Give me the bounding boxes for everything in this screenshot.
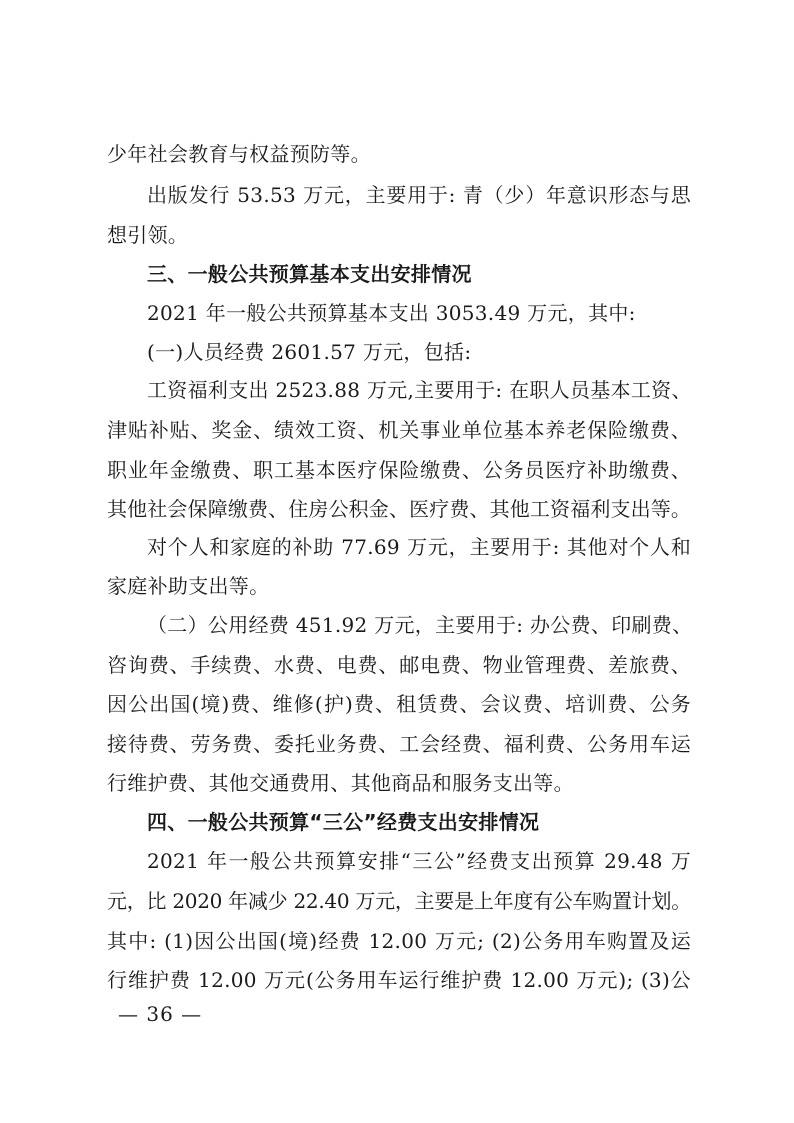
paragraph-line: 咨询费、手续费、水费、电费、邮电费、物业管理费、差旅费、 <box>107 653 691 677</box>
section-heading: 三、一般公共预算基本支出安排情况 <box>147 262 472 286</box>
paragraph-line: 津贴补贴、奖金、绩效工资、机关事业单位基本养老保险缴费、 <box>107 418 691 442</box>
paragraph-line: 行维护费 12.00 万元(公务用车运行维护费 12.00 万元); (3)公 <box>107 968 691 992</box>
paragraph-line: 出版发行 53.53 万元，主要用于: 青（少）年意识形态与思 <box>147 183 691 207</box>
page-number: — 36 — <box>118 1002 203 1026</box>
paragraph-line: 2021 年一般公共预算基本支出 3053.49 万元，其中: <box>147 301 636 325</box>
paragraph-line: (一)人员经费 2601.57 万元，包括: <box>147 340 472 364</box>
paragraph-line: 工资福利支出 2523.88 万元,主要用于: 在职人员基本工资、 <box>147 378 692 402</box>
paragraph-line: 少年社会教育与权益预防等。 <box>107 142 371 166</box>
paragraph-line: 元，比 2020 年减少 22.40 万元，主要是上年度有公车购置计划。 <box>107 889 691 913</box>
paragraph-line: 其中: (1)因公出国(境)经费 12.00 万元; (2)公务用车购置及运 <box>107 929 691 953</box>
paragraph-line: 2021 年一般公共预算安排“三公”经费支出预算 29.48 万 <box>147 849 691 873</box>
paragraph-line: 其他社会保障缴费、住房公积金、医疗费、其他工资福利支出等。 <box>107 497 691 521</box>
paragraph-line: （二）公用经费 451.92 万元，主要用于: 办公费、印刷费、 <box>147 613 693 637</box>
paragraph-line: 家庭补助支出等。 <box>107 574 270 598</box>
paragraph-line: 想引领。 <box>107 223 189 247</box>
paragraph-line: 行维护费、其他交通费用、其他商品和服务支出等。 <box>107 771 574 795</box>
paragraph-line: 对个人和家庭的补助 77.69 万元，主要用于: 其他对个人和 <box>147 535 691 559</box>
section-heading: 四、一般公共预算“三公”经费支出安排情况 <box>147 810 540 834</box>
paragraph-line: 接待费、劳务费、委托业务费、工会经费、福利费、公务用车运 <box>107 732 691 756</box>
paragraph-line: 因公出国(境)费、维修(护)费、租赁费、会议费、培训费、公务 <box>107 692 691 716</box>
paragraph-line: 职业年金缴费、职工基本医疗保险缴费、公务员医疗补助缴费、 <box>107 458 691 482</box>
